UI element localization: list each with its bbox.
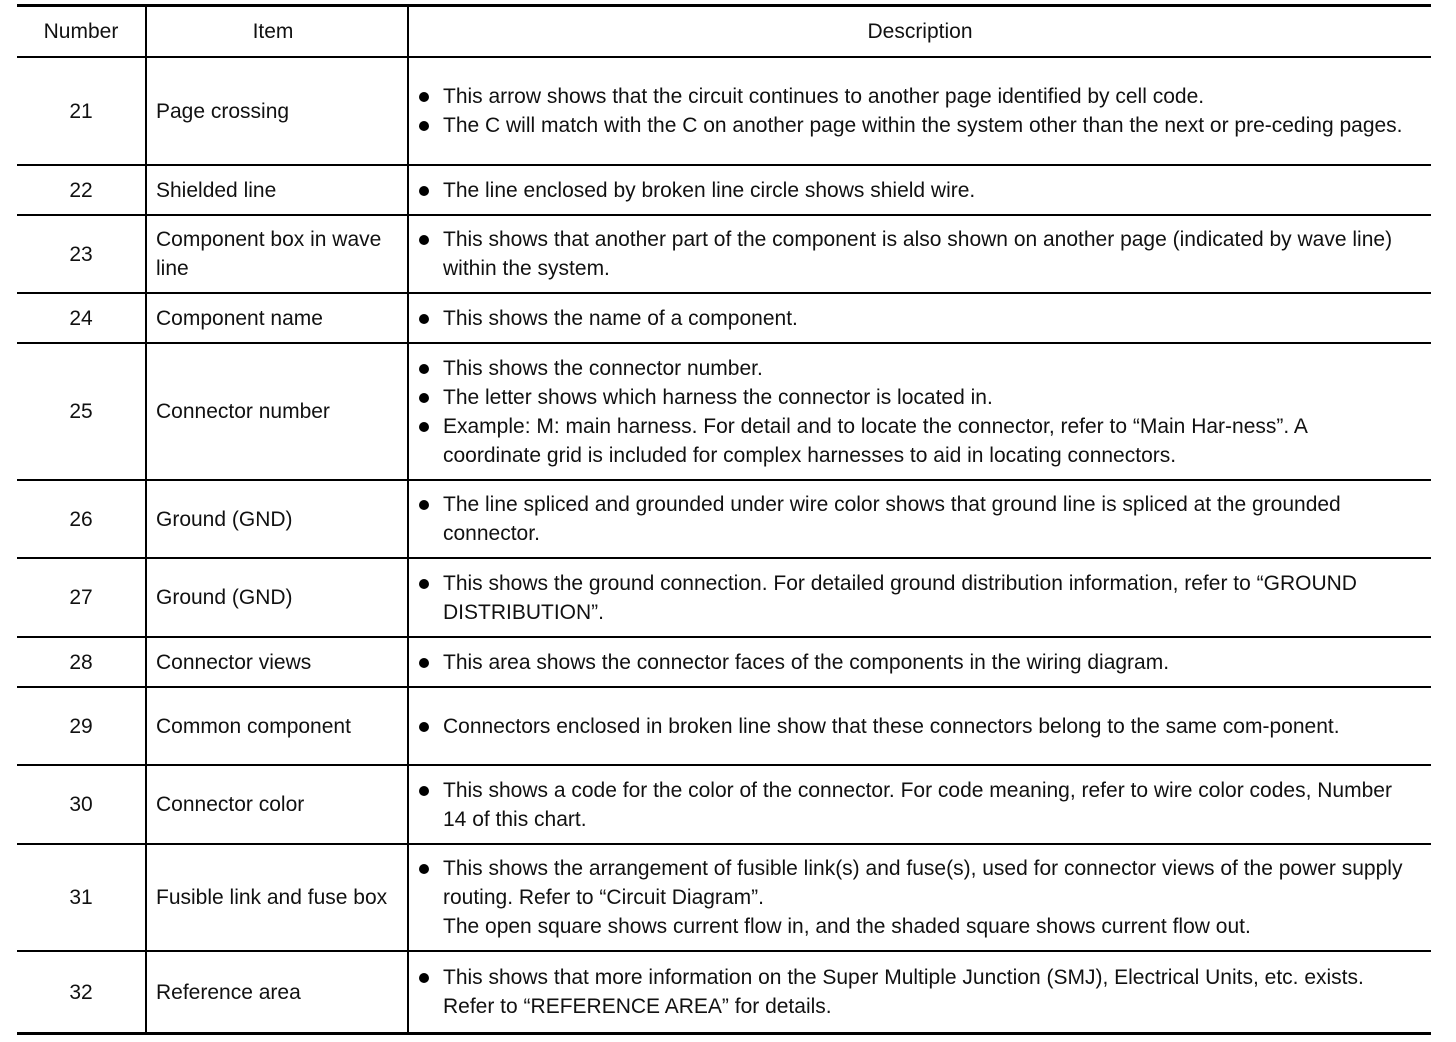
row-number: 30 [17, 766, 147, 843]
description-line [409, 304, 1407, 333]
description-line [409, 176, 1407, 205]
table-row [17, 481, 1431, 559]
table-row [17, 216, 1431, 294]
description-line [409, 82, 1407, 111]
description-text: The line spliced and grounded under wire color shows that ground line is spliced at the grounded connector. [443, 493, 1341, 545]
table-row [17, 638, 1431, 688]
description-text: Example: M: main harness. For detail and to locate the connector, refer to “Main Har-ness”. A coordinate grid is included for complex harnesses to aid in locating connectors. [443, 414, 1307, 467]
table-row [17, 766, 1431, 845]
table-row [17, 845, 1431, 952]
row-item: Ground (GND) [147, 559, 409, 636]
description-text: This arrow shows that the circuit continues to another page identified by cell code. [443, 85, 1205, 108]
header-number: Number [17, 7, 147, 56]
row-description [409, 638, 1431, 686]
table-row [17, 294, 1431, 344]
row-description [409, 58, 1431, 164]
row-item: Connector color [147, 766, 409, 843]
bullet-icon [409, 412, 443, 470]
bullet-icon [409, 490, 443, 548]
row-item: Component box in wave line [147, 216, 409, 292]
row-number: 29 [17, 688, 147, 764]
bullet-icon [409, 304, 443, 333]
bullet-icon [409, 354, 443, 383]
description-text: This shows the name of a component. [443, 306, 798, 330]
description-text: This shows a code for the color of the connector. For code meaning, refer to wire color codes, Number 14 of this chart. [443, 778, 1392, 831]
header-item: Item [147, 7, 409, 56]
row-item: Common component [147, 688, 409, 764]
row-number: 27 [17, 559, 147, 636]
row-number: 24 [17, 294, 147, 342]
bullet-icon [409, 82, 443, 111]
description-text: The C will match with the C on another page within the system other than the next or pre-ceding pages. [443, 114, 1403, 137]
description-text: This shows that another part of the component is also shown on another page (indicated by wave line) within the system. [443, 228, 1393, 280]
description-line [409, 412, 1407, 470]
row-item: Fusible link and fuse box [147, 845, 409, 950]
row-description [409, 845, 1431, 950]
row-description [409, 559, 1431, 636]
description-line [409, 569, 1407, 627]
bullet-icon [409, 225, 443, 283]
bullet-icon [409, 383, 443, 412]
bullet-icon [409, 648, 443, 677]
row-number: 21 [17, 58, 147, 164]
table-row [17, 688, 1431, 766]
bullet-icon [409, 712, 443, 741]
bullet-icon [409, 776, 443, 834]
row-number: 31 [17, 845, 147, 950]
description-text: This area shows the connector faces of the components in the wiring diagram. [443, 650, 1170, 674]
table-row [17, 559, 1431, 638]
bullet-icon [409, 569, 443, 627]
row-number: 26 [17, 481, 147, 557]
description-text: This shows the connector number. [443, 356, 763, 380]
row-number: 28 [17, 638, 147, 686]
row-description [409, 481, 1431, 557]
description-text: Connectors enclosed in broken line show that these connectors belong to the same com-ponent. [443, 714, 1340, 738]
row-description [409, 216, 1431, 292]
description-text: The letter shows which harness the connector is located in. [443, 385, 993, 409]
row-description [409, 344, 1431, 479]
description-text: This shows the ground connection. For detailed ground distribution information, refer to “GROUND DISTRIBUTION”. [443, 571, 1357, 624]
description-line [409, 648, 1407, 677]
description-line [409, 963, 1407, 1021]
description-text: The open square shows current flow in, and the shaded square shows current flow out. [443, 915, 1251, 938]
row-item: Connector views [147, 638, 409, 686]
bullet-icon [409, 111, 443, 140]
row-description [409, 688, 1431, 764]
symbols-table [17, 4, 1431, 1035]
row-description [409, 166, 1431, 214]
description-line [409, 383, 1407, 412]
row-item: Connector number [147, 344, 409, 479]
row-item: Component name [147, 294, 409, 342]
row-number: 22 [17, 166, 147, 214]
table-row [17, 344, 1431, 481]
table-body [17, 58, 1431, 1032]
row-number: 23 [17, 216, 147, 292]
description-line [409, 776, 1407, 834]
row-number: 25 [17, 344, 147, 479]
description-line [409, 712, 1407, 741]
row-item: Page crossing [147, 58, 409, 164]
row-item: Shielded line [147, 166, 409, 214]
table-row [17, 58, 1431, 166]
description-line [409, 854, 1407, 912]
row-description [409, 766, 1431, 843]
bullet-icon [409, 854, 443, 912]
description-text: This shows the arrangement of fusible link(s) and fuse(s), used for connector views of the power supply routing. Refer to “Circuit Diagram”. [443, 857, 1403, 909]
description-line [409, 111, 1407, 140]
description-line [409, 354, 1407, 383]
table-row [17, 952, 1431, 1032]
row-description [409, 294, 1431, 342]
table-header [17, 7, 1431, 58]
row-item: Reference area [147, 952, 409, 1032]
description-text: The line enclosed by broken line circle shows shield wire. [443, 178, 976, 202]
description-line [409, 490, 1407, 548]
bullet-icon [409, 963, 443, 1021]
header-description: Description [867, 20, 973, 43]
bullet-spacer [409, 912, 443, 941]
description-text: This shows that more information on the Super Multiple Junction (SMJ), Electrical Units, etc. exists. Refer to “REFERENCE AREA” for details. [443, 966, 1364, 1018]
table-row [17, 166, 1431, 216]
row-number: 32 [17, 952, 147, 1032]
description-line [409, 225, 1407, 283]
row-description [409, 952, 1431, 1032]
description-line [409, 912, 1407, 941]
row-item: Ground (GND) [147, 481, 409, 557]
bullet-icon [409, 176, 443, 205]
